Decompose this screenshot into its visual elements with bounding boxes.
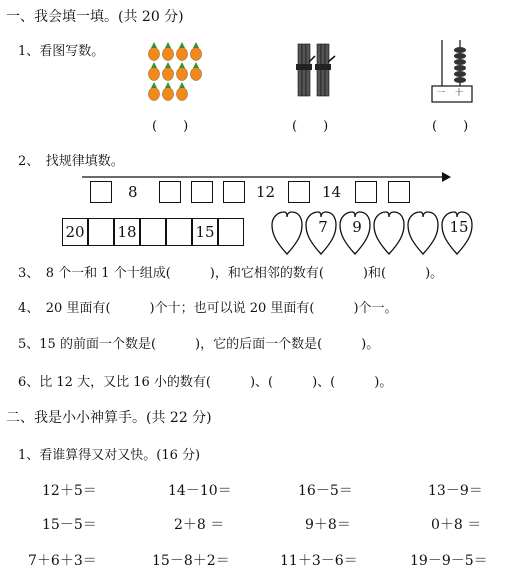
numberline-blank-4[interactable] bbox=[223, 181, 245, 203]
numberline-blank-5[interactable] bbox=[288, 181, 310, 203]
numberline-blank-6[interactable] bbox=[355, 181, 377, 203]
sequence-cell: 20 bbox=[62, 218, 88, 246]
section1-header: 一、我会填一填。(共 20 分) bbox=[6, 9, 184, 25]
numberline-blank-2[interactable] bbox=[159, 181, 181, 203]
pineapple-icon bbox=[177, 42, 188, 61]
answer-pineapple[interactable]: ( ) bbox=[152, 119, 189, 134]
equation: 15－5＝ bbox=[42, 517, 97, 533]
stick-bundles-icon bbox=[293, 42, 341, 104]
numberline-blank-3[interactable] bbox=[191, 181, 213, 203]
pineapple-icon bbox=[149, 62, 160, 81]
equation: 14－10＝ bbox=[168, 483, 232, 499]
pineapple-icon bbox=[163, 62, 174, 81]
sequence-cell-blank[interactable] bbox=[166, 218, 192, 246]
q5-text: 5、15 的前面一个数是( )，它的后面一个数是( )。 bbox=[18, 337, 380, 352]
q2-label: 2、 找规律填数。 bbox=[18, 154, 124, 169]
numberline-blank-1[interactable] bbox=[90, 181, 112, 203]
pineapple-icon bbox=[191, 62, 202, 81]
answer-sticks[interactable]: ( ) bbox=[292, 119, 329, 134]
q4-text: 4、 20 里面有( )个十；也可以说 20 里面有( )个一。 bbox=[18, 301, 398, 316]
numberline-value-12: 12 bbox=[256, 183, 276, 201]
sequence-cell-blank[interactable] bbox=[140, 218, 166, 246]
pineapple-icon bbox=[177, 82, 188, 101]
q3-text: 3、 8 个一和 1 个十组成( )，和它相邻的数有( )和( )。 bbox=[18, 266, 444, 281]
q6-text: 6、比 12 大，又比 16 小的数有( )、( )、( )。 bbox=[18, 375, 393, 390]
numberline-blank-7[interactable] bbox=[388, 181, 410, 203]
pineapple-icon bbox=[191, 42, 202, 61]
pineapple-icon bbox=[149, 82, 160, 101]
equation: 9＋8＝ bbox=[305, 517, 351, 533]
heart-value: 15 bbox=[449, 218, 469, 236]
equation: 0＋8 ＝ bbox=[431, 517, 482, 533]
numberline-value-8: 8 bbox=[128, 183, 138, 201]
pineapple-group bbox=[148, 42, 208, 104]
pineapple-icon bbox=[163, 82, 174, 101]
numberline-value-14: 14 bbox=[322, 183, 342, 201]
equation: 2＋8 ＝ bbox=[174, 517, 225, 533]
abacus-label-ones: 一 bbox=[437, 88, 445, 97]
heart-value: 7 bbox=[318, 218, 328, 236]
equation: 12＋5＝ bbox=[42, 483, 97, 499]
equation: 13－9＝ bbox=[428, 483, 483, 499]
q1-label: 1、看图写数。 bbox=[18, 44, 105, 59]
equation: 7＋6＋3＝ bbox=[28, 553, 97, 569]
equation: 15－8＋2＝ bbox=[152, 553, 230, 569]
sequence-cell: 18 bbox=[114, 218, 140, 246]
pineapple-icon bbox=[163, 42, 174, 61]
sequence-cell-blank[interactable] bbox=[88, 218, 114, 246]
section2-header: 二、我是小小神算手。(共 22 分) bbox=[6, 410, 212, 426]
heart-value: 9 bbox=[352, 218, 362, 236]
pineapple-icon bbox=[149, 42, 160, 61]
section2-q1-label: 1、看谁算得又对又快。(16 分) bbox=[18, 448, 201, 463]
answer-abacus[interactable]: ( ) bbox=[432, 119, 469, 134]
equation: 19－9－5＝ bbox=[410, 553, 488, 569]
sequence-cell-blank[interactable] bbox=[218, 218, 244, 246]
abacus-label-tens: 十 bbox=[455, 88, 463, 97]
pineapple-icon bbox=[177, 62, 188, 81]
sequence-cell: 15 bbox=[192, 218, 218, 246]
equation: 11＋3－6＝ bbox=[280, 553, 358, 569]
equation: 16－5＝ bbox=[298, 483, 353, 499]
